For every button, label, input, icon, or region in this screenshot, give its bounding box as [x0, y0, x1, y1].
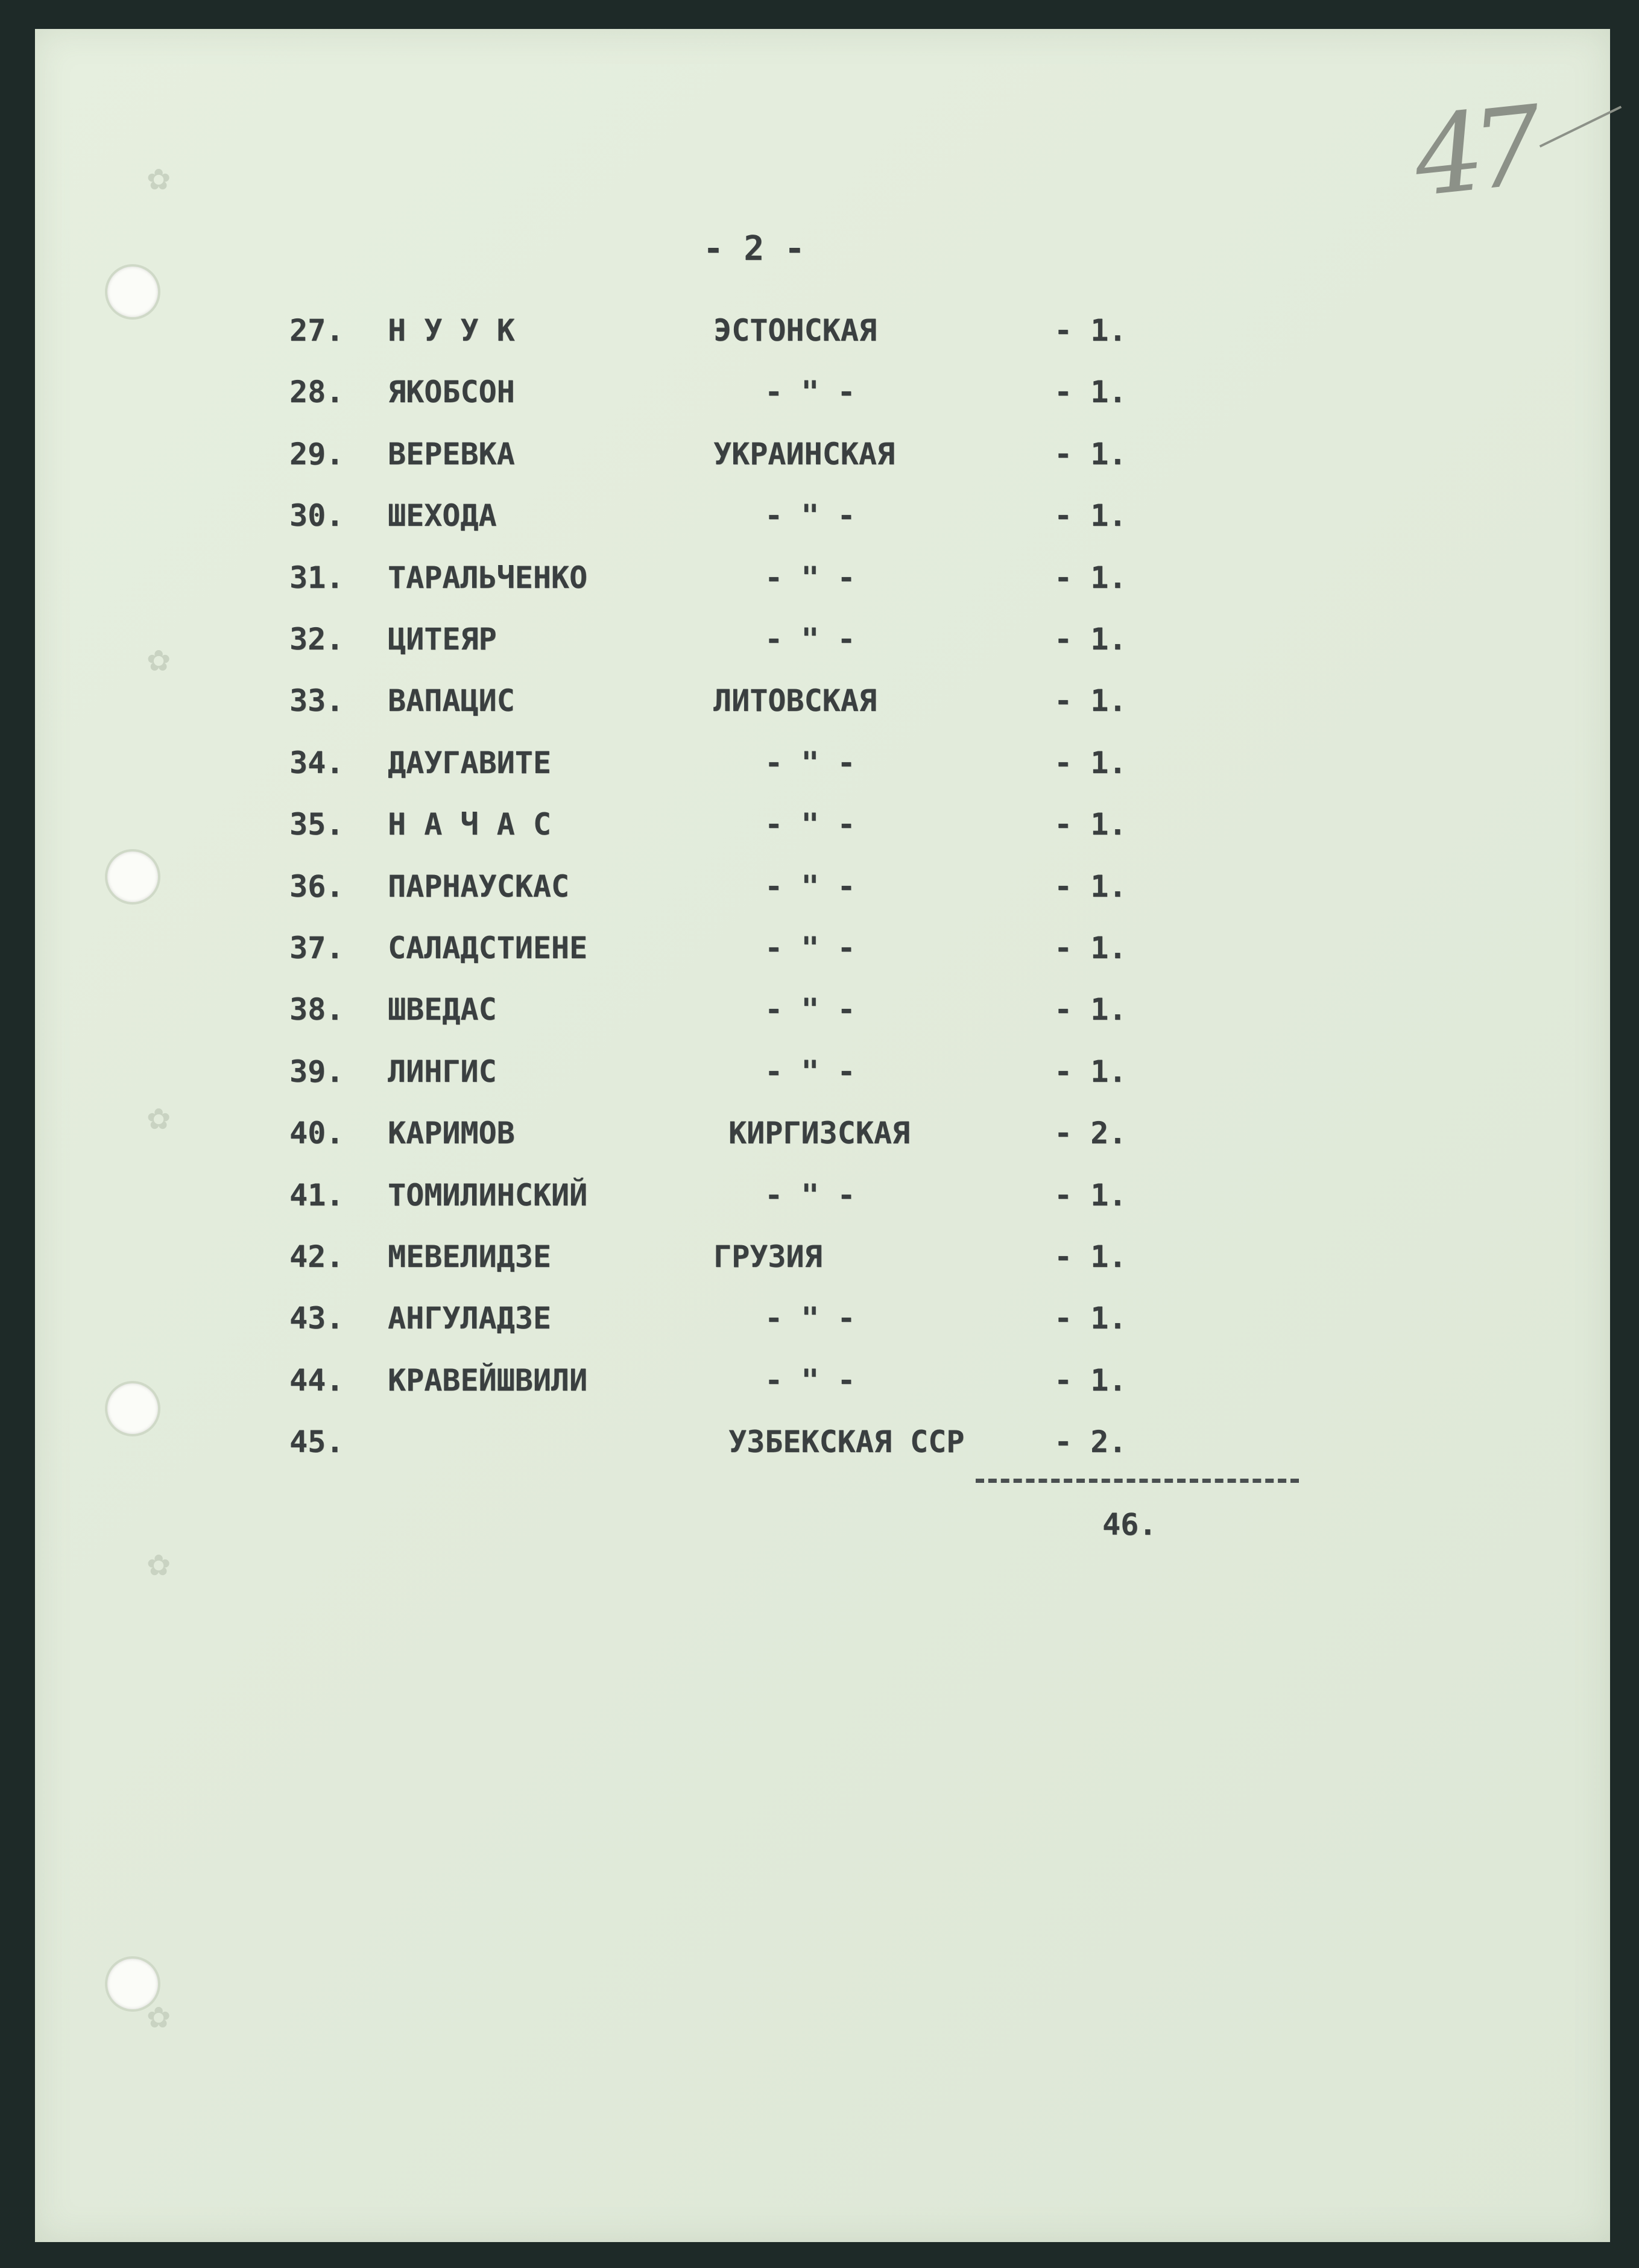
delegate-name: САЛАДСТИЕНЕ — [388, 930, 588, 965]
row-number: 39. — [289, 1053, 344, 1089]
binding-mark: ✿ — [147, 2001, 171, 2035]
row-number: 32. — [289, 622, 344, 657]
row-number: 44. — [289, 1362, 344, 1398]
list-item — [35, 924, 1362, 972]
republic: - " - — [765, 1362, 856, 1398]
row-number: 42. — [289, 1239, 344, 1274]
document-sheet — [35, 29, 1610, 2242]
delegate-name: ДАУГАВИТЕ — [388, 745, 551, 780]
count: - 1. — [1054, 1239, 1127, 1274]
count: - 1. — [1054, 498, 1127, 534]
row-number: 28. — [289, 374, 344, 410]
row-number: 43. — [289, 1301, 344, 1336]
row-number: 31. — [289, 560, 344, 595]
delegate-name: ШЕХОДА — [388, 498, 497, 534]
delegate-name: ЛИНГИС — [388, 1053, 497, 1089]
count: - 1. — [1054, 1301, 1127, 1336]
total-rule — [976, 1479, 1299, 1483]
list-item — [35, 491, 1362, 540]
row-number: 40. — [289, 1116, 344, 1151]
republic: - " - — [765, 868, 856, 904]
row-number: 35. — [289, 807, 344, 842]
count: - 1. — [1054, 868, 1127, 904]
list-item — [35, 800, 1362, 848]
list-item — [35, 862, 1362, 911]
count: - 1. — [1054, 1053, 1127, 1089]
delegate-name: КАРИМОВ — [388, 1116, 515, 1151]
count: - 1. — [1054, 683, 1127, 719]
republic: - " - — [765, 374, 856, 410]
republic: - " - — [765, 560, 856, 595]
republic: - " - — [765, 1177, 856, 1213]
count: - 1. — [1054, 992, 1127, 1028]
list-item — [35, 1109, 1362, 1157]
delegate-name: ВЕРЕВКА — [388, 436, 515, 472]
republic: - " - — [765, 1053, 856, 1089]
republic: УКРАИНСКАЯ — [713, 436, 895, 472]
list-item — [35, 1418, 1362, 1466]
row-number: 41. — [289, 1177, 344, 1213]
list-item — [35, 1047, 1362, 1096]
count: - 1. — [1054, 313, 1127, 348]
row-number: 45. — [289, 1424, 344, 1460]
count: - 1. — [1054, 436, 1127, 472]
row-number: 34. — [289, 745, 344, 780]
row-number: 38. — [289, 992, 344, 1028]
binding-mark: ✿ — [147, 644, 171, 678]
count: - 1. — [1054, 807, 1127, 842]
row-number: 37. — [289, 930, 344, 965]
row-number: 30. — [289, 498, 344, 534]
list-item — [35, 430, 1362, 478]
republic: - " - — [765, 992, 856, 1028]
delegate-name: ТАРАЛЬЧЕНКО — [388, 560, 588, 595]
count: - 2. — [1054, 1424, 1127, 1460]
delegate-name: АНГУЛАДЗЕ — [388, 1301, 551, 1336]
list-item — [35, 739, 1362, 787]
republic: ЭСТОНСКАЯ — [713, 313, 877, 348]
binding-mark: ✿ — [147, 1102, 171, 1136]
list-item — [35, 1294, 1362, 1342]
folio-number: 47 — [1408, 83, 1538, 221]
list-item — [35, 615, 1362, 663]
count: - 1. — [1054, 1362, 1127, 1398]
count: - 1. — [1054, 1177, 1127, 1213]
count: - 2. — [1054, 1116, 1127, 1151]
count: - 1. — [1054, 374, 1127, 410]
binding-mark: ✿ — [147, 1549, 171, 1582]
count: - 1. — [1054, 930, 1127, 965]
delegate-name: ЦИТЕЯР — [388, 622, 497, 657]
row-number: 27. — [289, 313, 344, 348]
list-item — [35, 1233, 1362, 1281]
page-number: - 2 - — [703, 229, 805, 268]
list-item — [35, 1171, 1362, 1219]
republic: УЗБЕКСКАЯ ССР — [728, 1424, 965, 1460]
republic: - " - — [765, 807, 856, 842]
list-item — [35, 677, 1362, 725]
republic: - " - — [765, 622, 856, 657]
list-item — [35, 368, 1362, 416]
total-count: 46. — [1102, 1507, 1157, 1542]
republic: - " - — [765, 1301, 856, 1336]
delegate-name: Н А Ч А С — [388, 807, 551, 842]
republic: КИРГИЗСКАЯ — [728, 1116, 911, 1151]
list-item — [35, 306, 1362, 355]
folio-stroke — [1540, 106, 1622, 147]
binding-mark: ✿ — [147, 163, 171, 197]
republic: - " - — [765, 930, 856, 965]
delegate-name: МЕВЕЛИДЗЕ — [388, 1239, 551, 1274]
republic: ЛИТОВСКАЯ — [713, 683, 877, 719]
list-item — [35, 985, 1362, 1034]
republic: - " - — [765, 745, 856, 780]
row-number: 33. — [289, 683, 344, 719]
delegate-name: ПАРНАУСКАС — [388, 868, 570, 904]
list-item — [35, 1356, 1362, 1404]
delegate-name: ЯКОБСОН — [388, 374, 515, 410]
row-number: 29. — [289, 436, 344, 472]
count: - 1. — [1054, 560, 1127, 595]
delegate-name: ШВЕДАС — [388, 992, 497, 1028]
count: - 1. — [1054, 622, 1127, 657]
republic: - " - — [765, 498, 856, 534]
row-number: 36. — [289, 868, 344, 904]
delegate-name: КРАВЕЙШВИЛИ — [388, 1362, 588, 1398]
delegate-name: ТОМИЛИНСКИЙ — [388, 1177, 588, 1213]
republic: ГРУЗИЯ — [713, 1239, 823, 1274]
delegate-name: Н У У К — [388, 313, 515, 348]
delegate-name: ВАПАЦИС — [388, 683, 515, 719]
count: - 1. — [1054, 745, 1127, 780]
list-item — [35, 554, 1362, 602]
